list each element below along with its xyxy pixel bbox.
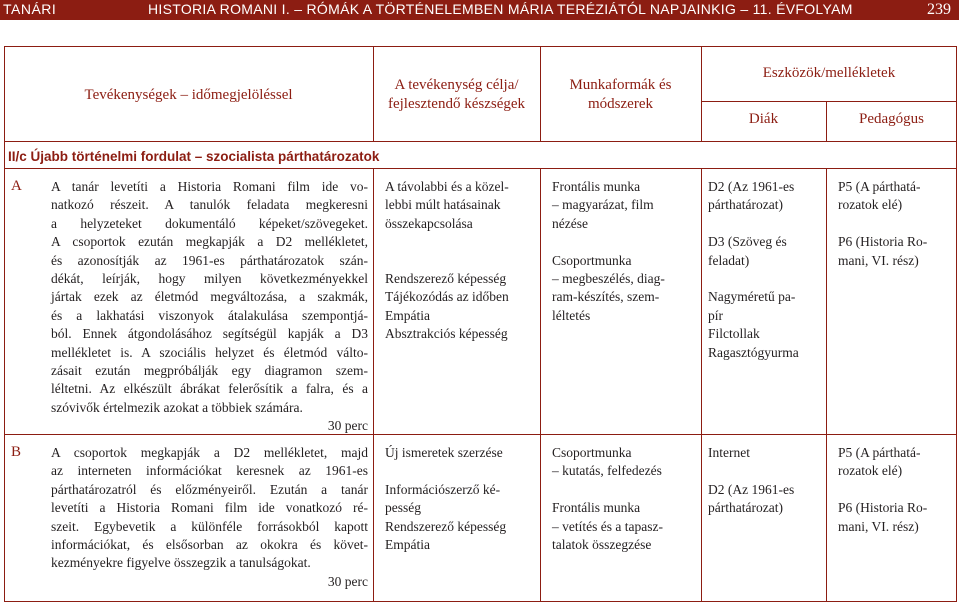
cell-line: az interneten információkat keresnek az 1961-es	[51, 463, 368, 479]
cell-line: dékát, leírják, hogy milyen következményekkel	[51, 271, 368, 287]
cell-line: feladat)	[708, 252, 750, 268]
header-title: HISTORIA ROMANI I. – RÓMÁK A TÖRTÉNELEMBEN MÁRIA TERÉZIÁTÓL NAPJAINKIG – 11. ÉVFOLYAM	[148, 1, 853, 17]
header-methods: Munkaformák és módszerek	[569, 77, 672, 112]
cell-line: lebbi múlt hatásainak	[385, 197, 501, 213]
row-a-methods	[552, 178, 698, 325]
cell-line: párthatározatról és előzményeiről. Ezután a tanár	[51, 481, 368, 497]
cell-line: – kutatás, felfedezés	[552, 463, 662, 479]
cell-line	[552, 233, 698, 251]
cell-line: P6 (Historia Ro-	[838, 500, 928, 516]
cell-line: levetíti a Historia Romani film ide vonatkozó ré-	[51, 500, 368, 516]
cell-line: mellékletet is. A szociális helyzet és életmód válto-	[51, 344, 368, 360]
cell-line: P5 (A párthatá-	[838, 179, 921, 194]
cell-line: Frontális munka	[552, 500, 641, 516]
cell-line: léltetni. Az elkészült ábrákat felerősítik a falra, és a	[51, 381, 368, 397]
cell-line: rozatok elé)	[838, 197, 903, 213]
col-divider-2	[540, 168, 541, 602]
row-label-a: A	[11, 178, 22, 194]
row-label-b: B	[11, 444, 22, 460]
page-number: 239	[927, 1, 951, 18]
duration-label: 30 perc	[327, 573, 368, 589]
section-title: II/c Újabb történelmi fordulat – szocialista párthatározatok	[8, 149, 380, 164]
header-activities: Tevékenységek – időmegjelöléssel	[84, 87, 293, 103]
cell-line: talatok összegzése	[552, 537, 652, 553]
cell-line	[552, 481, 698, 499]
cell-line: zásait ezután megpróbálják egy diagramon szem-	[51, 363, 368, 379]
cell-line: A csoportok ezután megkapják a D2 mellékletet,	[51, 234, 368, 250]
cell-line: mani, VI. rész)	[838, 252, 919, 268]
cell-line: pír	[708, 307, 723, 323]
header-tools: Eszközök/mellékletek	[762, 65, 896, 81]
cell-line	[385, 462, 537, 480]
cell-line: Absztrakciós képesség	[385, 326, 508, 342]
row-b-student-tools	[708, 444, 824, 518]
cell-line: rozatok elé)	[838, 463, 903, 479]
header-teacher: Pedagógus	[859, 111, 924, 127]
cell-line: Ragasztógyurma	[708, 344, 799, 360]
running-header	[0, 0, 959, 20]
row-a-teacher-tools	[838, 178, 954, 270]
header-student: Diák	[748, 111, 779, 127]
col-divider-4	[826, 168, 827, 602]
cell-line: pesség	[385, 500, 421, 516]
cell-line: Frontális munka	[552, 179, 641, 194]
cell-line: P6 (Historia Ro-	[838, 234, 928, 250]
col-divider-1	[373, 168, 374, 602]
table-left-border	[4, 46, 5, 602]
row-a-activities	[51, 178, 368, 436]
row-a-student-tools	[708, 178, 824, 362]
cell-line	[385, 233, 537, 251]
cell-line: Filctollak	[708, 326, 760, 342]
table-right-border	[956, 46, 957, 602]
cell-line: Empátia	[385, 537, 430, 553]
cell-line: összekapcsolása	[385, 215, 473, 231]
cell-line	[708, 215, 824, 233]
row-b-methods	[552, 444, 698, 554]
cell-line	[708, 270, 824, 288]
header-goals: A tevékenység célja/ fejlesztendő készségek	[387, 77, 526, 112]
cell-line: Internet	[708, 445, 750, 460]
cell-line: – vetítés és a tapasz-	[552, 518, 663, 534]
cell-line: Csoportmunka	[552, 445, 632, 460]
header-left-label: TANÁRI	[3, 1, 57, 17]
cell-line: ból. Ennek átgondolásához segítségül kapják a D3	[51, 326, 368, 342]
header-bottom-border	[4, 141, 957, 142]
row-b-goals	[385, 444, 537, 554]
cell-line: D2 (Az 1961-es	[708, 481, 795, 497]
cell-line	[838, 215, 954, 233]
cell-line: Empátia	[385, 307, 430, 323]
subheader-border	[701, 101, 957, 102]
cell-line: Csoportmunka	[552, 252, 632, 268]
cell-line: párthatározat)	[708, 197, 783, 213]
cell-line: léltetés	[552, 307, 591, 323]
cell-line: A tanár levetíti a Historia Romani film ide vo-	[51, 179, 368, 194]
cell-line: párthatározat)	[708, 500, 783, 516]
cell-line: információkat, és elsősorban az okokra és követ-	[51, 537, 368, 553]
cell-line: Tájékozódás az időben	[385, 289, 509, 305]
cell-line: A távolabbi és a közel-	[385, 179, 509, 194]
cell-line	[838, 481, 954, 499]
cell-line: – megbeszélés, diag-	[552, 271, 665, 287]
cell-line: D3 (Szöveg és	[708, 234, 787, 250]
cell-line: és azonosítják az 1961-es párthatározatok szán-	[51, 252, 368, 268]
row-a-goals	[385, 178, 537, 344]
cell-line: Rendszerező képesség	[385, 518, 507, 534]
row-b-activities	[51, 444, 368, 591]
lesson-table	[4, 46, 957, 602]
duration-label: 30 perc	[327, 418, 368, 434]
cell-line: Új ismeretek szerzése	[385, 445, 503, 460]
table-top-border	[4, 46, 957, 47]
cell-line: A csoportok megkapják a D2 mellékletet, majd	[51, 445, 368, 460]
cell-line: – magyarázat, film	[552, 197, 654, 213]
cell-line: Rendszerező képesség	[385, 271, 507, 287]
cell-line: Nagyméretű pa-	[708, 289, 796, 305]
cell-line: mani, VI. rész)	[838, 518, 919, 534]
section-bottom-border	[4, 168, 957, 169]
cell-line: kezményekre figyelve összegzik a tanulságokat.	[51, 555, 311, 571]
cell-line: ram-készítés, szem-	[552, 289, 660, 305]
cell-line: natkozó részeit. A tanulók feladata megkeresni	[51, 197, 368, 213]
cell-line: D2 (Az 1961-es	[708, 179, 795, 194]
cell-line: Információszerző ké-	[385, 481, 501, 497]
col-divider-3	[701, 168, 702, 602]
cell-line: nézése	[552, 215, 588, 231]
cell-line	[385, 252, 537, 270]
cell-line: jártak ezek az életmód megváltozása, a szakmák,	[51, 289, 368, 305]
cell-line: szeit. Egybevetik a különféle forrásokból kapott	[51, 518, 368, 534]
cell-line: P5 (A párthatá-	[838, 445, 921, 460]
cell-line: a helyzeteket dokumentáló képeket/szövegeket.	[51, 215, 368, 231]
cell-line: szóvivők értelmezik azokat a többiek számára.	[51, 399, 303, 415]
row-b-teacher-tools	[838, 444, 954, 536]
cell-line	[708, 462, 824, 480]
cell-line: és a lakhatási viszonyok átalakulása szempontjá-	[51, 307, 368, 323]
